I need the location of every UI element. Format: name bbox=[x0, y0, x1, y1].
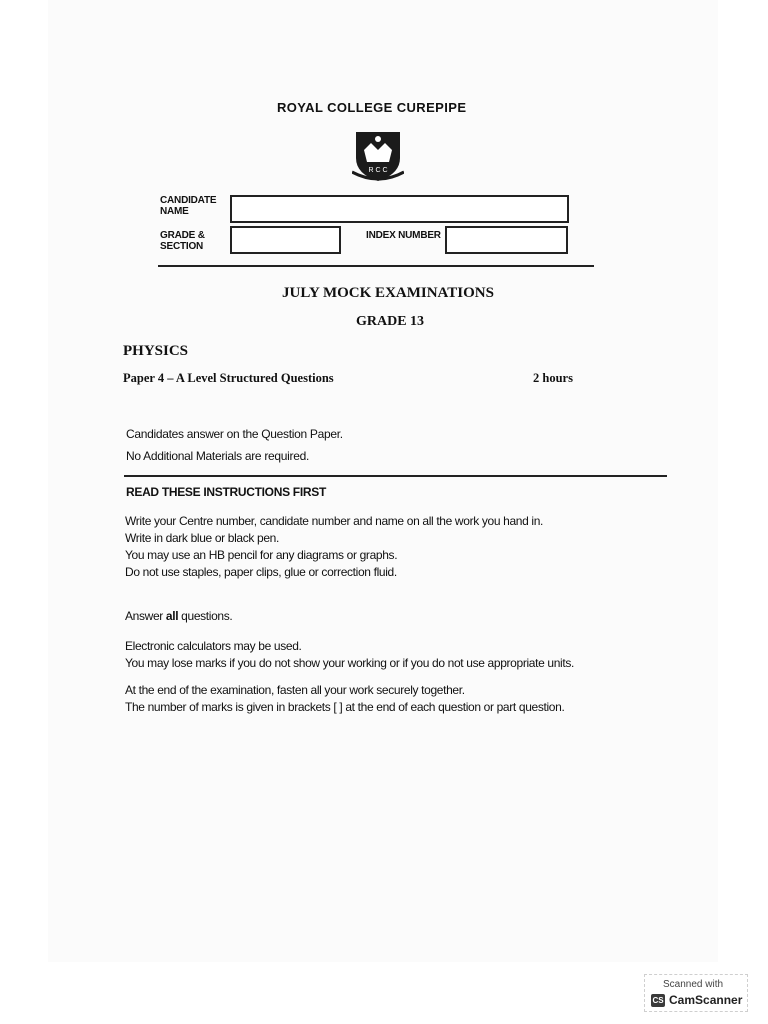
instruction-line: Write your Centre number, candidate number and name on all the work you hand in. bbox=[125, 514, 544, 528]
exam-grade: GRADE 13 bbox=[356, 314, 425, 329]
materials-line: Candidates answer on the Question Paper. bbox=[126, 427, 343, 441]
instruction-line: The number of marks is given in brackets [ ] at the end of each question or part question. bbox=[125, 700, 565, 714]
candidate-name-field[interactable] bbox=[230, 195, 569, 223]
watermark-caption: Scanned with bbox=[663, 979, 724, 990]
grade-section-label-line2: SECTION bbox=[160, 241, 204, 252]
crest-letters: R C C bbox=[368, 167, 388, 174]
exam-duration: 2 hours bbox=[533, 371, 573, 385]
paper-description: Paper 4 – A Level Structured Questions bbox=[123, 371, 334, 385]
form-divider bbox=[158, 265, 594, 267]
instruction-line: You may use an HB pencil for any diagrams or graphs. bbox=[125, 548, 398, 562]
answer-prefix: Answer bbox=[125, 609, 166, 623]
end-block bbox=[125, 682, 564, 716]
index-number-field[interactable] bbox=[445, 226, 568, 254]
instruction-line: Do not use staples, paper clips, glue or correction fluid. bbox=[125, 565, 397, 579]
camscanner-watermark bbox=[644, 974, 748, 1012]
grade-section-label-line1: GRADE & bbox=[160, 230, 205, 241]
instructions-divider bbox=[124, 475, 667, 477]
subject-title: PHYSICS bbox=[123, 343, 189, 359]
answer-bold: all bbox=[165, 609, 179, 623]
school-name: ROYAL COLLEGE CUREPIPE bbox=[277, 100, 467, 115]
candidate-name-label-line2: NAME bbox=[160, 206, 189, 217]
instruction-line: Electronic calculators may be used. bbox=[125, 639, 302, 653]
answer-suffix: questions. bbox=[178, 609, 233, 623]
instruction-line: You may lose marks if you do not show your working or if you do not use appropriate units. bbox=[125, 656, 574, 670]
school-crest-icon bbox=[352, 128, 404, 184]
camscanner-logo-icon: CS bbox=[652, 996, 664, 1005]
exam-title: JULY MOCK EXAMINATIONS bbox=[282, 285, 494, 301]
index-number-label: INDEX NUMBER bbox=[366, 230, 441, 241]
instructions-heading: READ THESE INSTRUCTIONS FIRST bbox=[126, 485, 326, 499]
watermark-brand: CamScanner bbox=[669, 993, 743, 1007]
calculator-block bbox=[125, 638, 574, 672]
grade-section-field[interactable] bbox=[230, 226, 341, 254]
answer-all-line bbox=[125, 608, 232, 625]
instructions-block bbox=[125, 513, 543, 581]
materials-line: No Additional Materials are required. bbox=[126, 449, 310, 463]
instruction-line: At the end of the examination, fasten all your work securely together. bbox=[125, 683, 465, 697]
candidate-name-label-line1: CANDIDATE bbox=[160, 195, 217, 206]
instruction-line: Write in dark blue or black pen. bbox=[125, 531, 279, 545]
